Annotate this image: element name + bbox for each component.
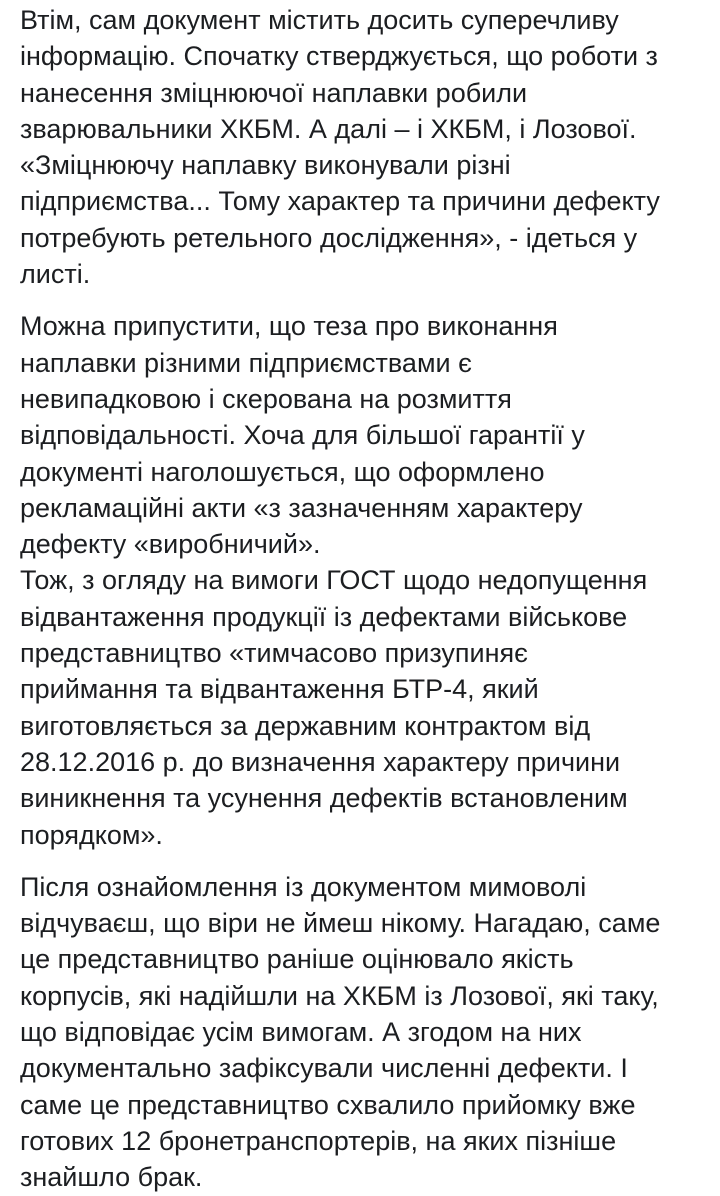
text-line: листі. [20,259,91,290]
text-line: знайшло брак. [20,1162,203,1193]
text-line: корпусів, які надійшли на ХКБМ із Лозової, які таку, [20,980,659,1011]
text-line: наплавки різними підприємствами є [20,347,472,378]
text-line: дефекту «виробничий». [20,529,321,560]
text-line: невипадковою і скерована на розмиття [20,383,512,414]
text-line: відвантаження продукції із дефектами військове [20,601,628,632]
text-line: підприємства... Тому характер та причини дефекту [20,186,660,217]
text-line: 28.12.2016 р. до визначення характеру причини [20,746,621,777]
text-line: готових 12 бронетранспортерів, на яких пізніше [20,1125,617,1156]
text-line: що відповідає усім вимогам. А згодом на них [20,1017,582,1048]
text-line: Тож, з огляду на вимоги ГОСТ щодо недопущення [20,565,648,596]
text-line: виготовляється за державним контрактом від [20,710,591,741]
text-line: відчуваєш, що віри не ймеш нікому. Нагадаю, саме [20,908,661,939]
text-line: інформацію. Спочатку стверджується, що роботи з [20,41,658,72]
text-line: це представництво раніше оцінювало якість [20,944,574,975]
text-line: потребують ретельного дослідження», - ідеться у [20,222,638,253]
text-line: Можна припустити, що теза про виконання [20,311,558,342]
text-line: саме це представництво схвалило прийомку вже [20,1089,636,1120]
text-line: представництво «тимчасово призупиняє [20,638,528,669]
paragraph-2 [20,308,700,852]
text-line: Після ознайомлення із документом мимоволі [20,871,587,902]
text-line: Втім, сам документ містить досить суперечливу [20,5,619,35]
text-line: відповідальності. Хоча для більшої гарантії у [20,420,585,451]
text-line: документально зафіксували численні дефекти. І [20,1053,628,1084]
paragraph-1 [20,2,700,292]
text-line: «Зміцнюючу наплавку виконували різні [20,150,511,181]
text-line: нанесення зміцнюючої наплавки робили [20,77,528,108]
text-line: виникнення та усунення дефектів встановленим [20,783,628,814]
text-line: порядком». [20,819,163,850]
text-line: документі наголошується, що оформлено [20,456,545,487]
text-line: приймання та відвантаження БТР-4, який [20,674,539,705]
text-line: зварювальники ХКБМ. А далі – і ХКБМ, і Лозової. [20,113,637,144]
text-line: рекламаційні акти «з зазначенням характеру [20,492,583,523]
paragraph-3 [20,869,700,1196]
